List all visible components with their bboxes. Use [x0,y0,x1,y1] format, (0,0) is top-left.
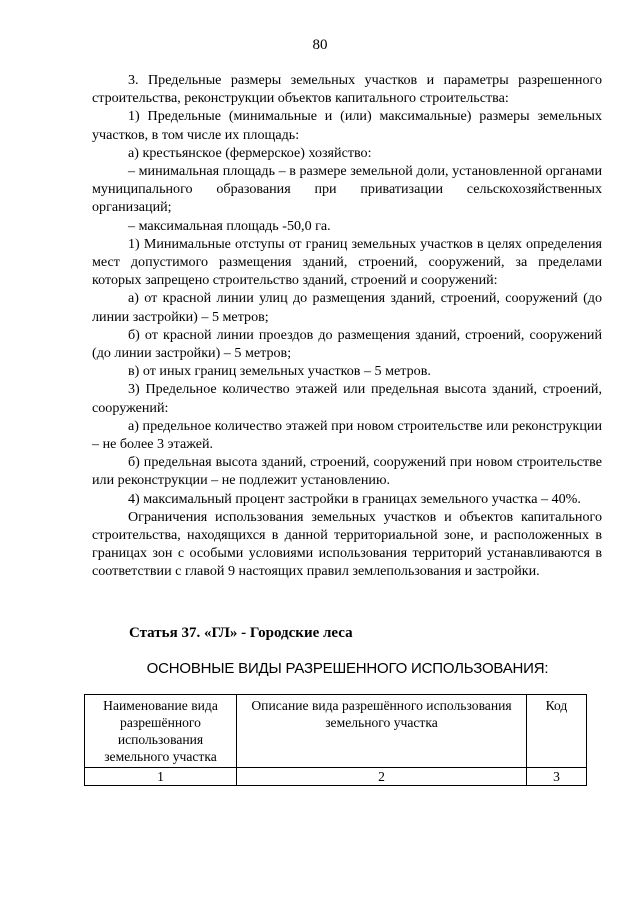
paragraph: а) от красной линии улиц до размещения зданий, строений, сооружений (до линии застройки) – 5 метров; [92,290,602,325]
paragraph: Ограничения использования земельных участков и объектов капитального строительства, находящихся в данной территориальной зоне, и расположенных в границах зон с особыми условиями использования территорий устанавливаются в соответствии с главой 9 настоящих правил землепользования и застройки. [92,508,602,580]
document-body [92,71,602,581]
table-header-cell: Наименование вида разрешённого использования земельного участка [85,695,237,768]
table-cell: 1 [85,768,237,786]
paragraph: 4) максимальный процент застройки в границах земельного участка – 40%. [128,490,581,507]
table-header-cell: Описание вида разрешённого использования земельного участка [237,695,527,768]
paragraph: 3) Предельное количество этажей или предельная высота зданий, строений, сооружений: [92,381,602,416]
paragraph: б) предельная высота зданий, строений, сооружений при новом строительстве или реконструкции – не подлежит установлению. [92,454,602,489]
table-header-cell: Код [527,695,587,768]
page-number: 80 [312,37,328,53]
table-cell: 3 [527,768,587,786]
paragraph: а) предельное количество этажей при новом строительстве или реконструкции – не более 3 этажей. [92,417,602,453]
paragraph: 3. Предельные размеры земельных участков и параметры разрешенного строительства, реконструкции объектов капитального строительства: [92,72,602,107]
permitted-use-table [84,694,587,786]
section-heading: ОСНОВНЫЕ ВИДЫ РАЗРЕШЕННОГО ИСПОЛЬЗОВАНИЯ: [146,660,549,677]
table-row [85,768,587,786]
paragraph: в) от иных границ земельных участков – 5 метров. [128,363,431,380]
article-heading: Статья 37. «ГЛ» - Городские леса [129,625,353,641]
paragraph: 1) Предельные (минимальные и (или) максимальные) размеры земельных участков, в том числе их площадь: [92,108,602,143]
paragraph: – минимальная площадь – в размере земельной доли, установленной органами муниципального образования при приватизации сельскохозяйственных организаций; [92,163,602,216]
table-cell: 2 [237,768,527,786]
paragraph: а) крестьянское (фермерское) хозяйство: [128,144,372,161]
paragraph: – максимальная площадь -50,0 га. [128,217,331,234]
paragraph: б) от красной линии проездов до размещения зданий, строений, сооружений (до линии застройки) – 5 метров; [92,326,602,362]
paragraph: 1) Минимальные отступы от границ земельных участков в целях определения мест допустимого размещения зданий, строений, сооружений, за пределами которых запрещено строительство зданий, строений и сооружений: [92,235,602,289]
table-header-row [85,695,587,768]
